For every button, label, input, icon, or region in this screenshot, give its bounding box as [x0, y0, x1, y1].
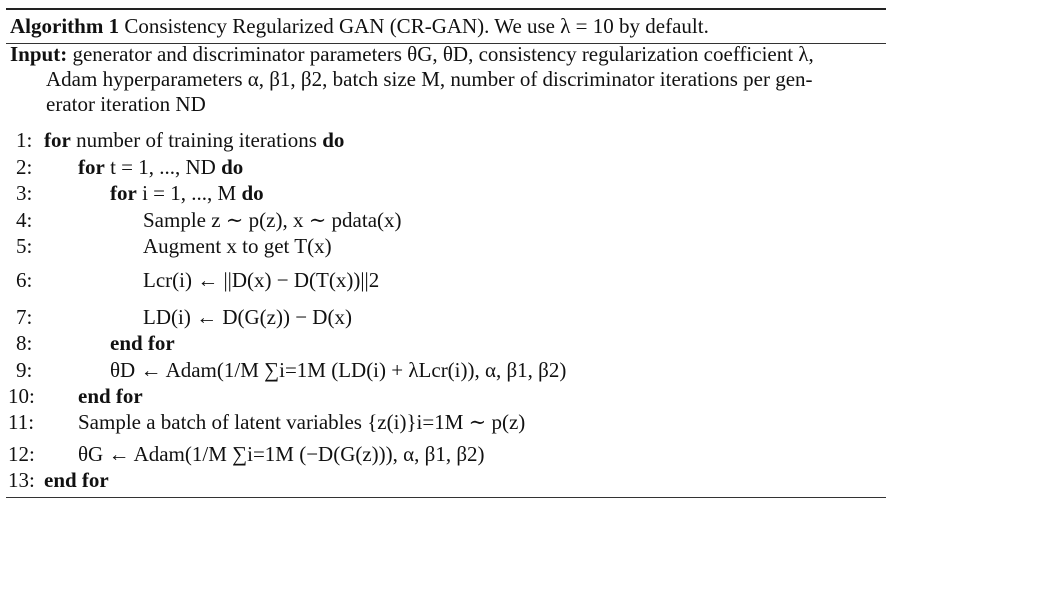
algorithm-title	[6, 10, 886, 43]
line-number: 13:	[8, 468, 35, 492]
line-number: 4:	[16, 208, 33, 232]
line-number: 5:	[16, 234, 33, 258]
bottom-rule	[6, 497, 886, 498]
line-number: 7:	[16, 305, 33, 329]
line-number: 10:	[8, 384, 35, 408]
input-text-2: Adam hyperparameters α, β1, β2, batch size M, number of discriminator iterations per gen-	[46, 67, 813, 91]
line-number: 12:	[8, 442, 35, 466]
line-number: 9:	[16, 358, 33, 382]
algorithm-caption: Consistency Regularized GAN (CR-GAN). We use λ = 10 by default.	[124, 14, 709, 38]
line-number: 1:	[16, 128, 33, 152]
line-code: Sample z ∼ p(z), x ∼ pdata(x)	[143, 208, 402, 232]
input-block	[10, 42, 886, 117]
line-code: for t = 1, ..., ND do	[78, 155, 244, 179]
line-number: 6:	[16, 268, 33, 292]
input-text-3: erator iteration ND	[46, 92, 206, 116]
line-code: Lcr(i) ← ||D(x) − D(T(x))||2	[143, 268, 380, 292]
line-code: end for	[110, 331, 175, 355]
algorithm-box	[6, 8, 886, 44]
line-number: 8:	[16, 331, 33, 355]
line-code: θD ← Adam(1/M ∑i=1M (LD(i) + λLcr(i)), α, β1, β2)	[110, 358, 567, 382]
line-number: 11:	[8, 410, 35, 434]
line-code: end for	[78, 384, 143, 408]
line-code: Augment x to get T(x)	[143, 234, 332, 258]
line-code: for number of training iterations do	[44, 128, 345, 152]
line-code: for i = 1, ..., M do	[110, 181, 264, 205]
line-code: Sample a batch of latent variables {z(i)}i=1M ∼ p(z)	[78, 410, 526, 434]
line-code: θG ← Adam(1/M ∑i=1M (−D(G(z))), α, β1, β2)	[78, 442, 485, 466]
algorithm-label: Algorithm 1	[10, 14, 120, 38]
line-code: end for	[44, 468, 109, 492]
input-text-1: generator and discriminator parameters θG, θD, consistency regularization coefficient λ,	[72, 42, 814, 66]
line-code: LD(i) ← D(G(z)) − D(x)	[143, 305, 352, 329]
line-number: 2:	[16, 155, 33, 179]
input-label: Input:	[10, 42, 68, 66]
line-number: 3:	[16, 181, 33, 205]
